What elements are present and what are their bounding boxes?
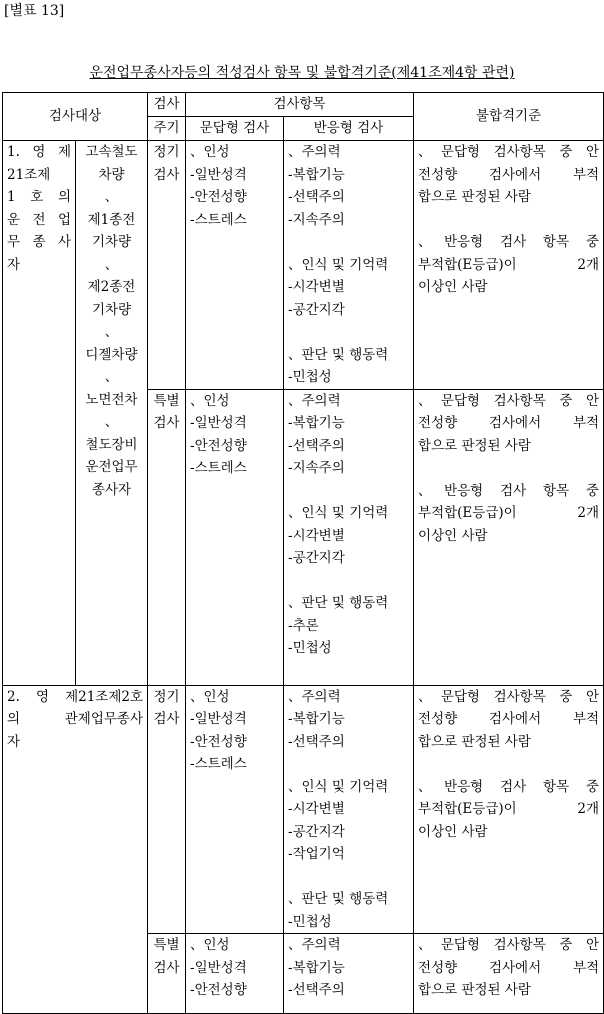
cell-line: -공간지각 [288,301,345,318]
cell-line [288,231,409,254]
cell-line [418,457,599,480]
cell-line: 、주의력 [288,937,341,953]
group1-special-reaction [284,389,414,685]
cell-line: -안전성향 [190,733,247,750]
cell-line: -공간지각 [288,823,345,840]
group1-regular-cycle [148,141,186,390]
cell-line: -지속주의 [288,211,345,228]
cell-line: 、판단 및 행동력 [288,346,389,363]
page-title: 운전업무종사자등의 적성검사 항목 및 불합격기준(제41조제4항 관련) [89,65,515,81]
cell-line: 자 [7,733,21,750]
cell-line: 1. 영 제 [7,144,71,160]
cell-line: 전성향 검사에서 부적 [418,959,600,976]
cell-line: 、인성 [190,392,230,409]
cell-line: -안전성향 [190,437,247,454]
group1-subtarget [76,141,148,686]
cell-line: 부적합(E등급)이 2개 [418,801,600,817]
cell-line: -스트레스 [190,460,247,476]
cell-line: 、반응형 검사 항목 중 [418,482,600,499]
cell-line: -안전성향 [190,982,247,998]
cell-line: 、문답형 검사항목 중 안 [418,392,600,409]
cell-line: -일반성격 [190,415,247,431]
cell-line: 、인식 및 기억력 [288,505,389,521]
cell-line: 의 관제업무종사 [7,711,144,727]
cell-line: -선택주의 [288,733,345,750]
cell-line: 검사 [153,711,180,727]
cell-line: -안전성향 [190,189,247,205]
group2-regular-cycle [148,685,186,934]
cell-line: -공간지각 [288,550,345,566]
cell-line: 、판단 및 행동력 [288,891,389,907]
cell-line: 、인식 및 기억력 [288,778,389,795]
group1-regular-criteria [414,141,604,390]
cell-line: 、인성 [190,688,230,705]
cell-line: 제1종전 [87,211,136,228]
cell-line: -스트레스 [190,211,247,228]
cell-line: 、문답형 검사항목 중 안 [418,688,600,705]
group1-regular-reaction [284,141,414,390]
cell-line: -선택주의 [288,982,345,998]
cell-line: 、인식 및 기억력 [288,256,389,273]
group1-special-qa [186,389,284,685]
cell-line: 、주의력 [288,392,341,409]
cell-line: 2. 영 제21조제2호 [7,688,144,705]
header-target: 검사대상 [3,93,148,141]
cell-line: 이상인 사람 [418,823,488,840]
header-qa: 문답형 검사 [186,117,284,141]
group2-special-qa [186,934,284,1014]
cell-line: 、문답형 검사항목 중 안 [418,937,600,953]
header-cycle-top: 검사 [148,93,186,117]
cell-line: 、반응형 검사 항목 중 [418,778,600,795]
cell-line: -시각변별 [288,527,345,544]
cell-line: 、 [104,414,119,430]
group2-special-cycle [148,934,186,1014]
cell-line: 、 [104,369,119,385]
header-criteria: 불합격기준 [414,93,604,141]
cell-line: 、인성 [190,144,230,160]
cell-line: 부적합(E등급)이 2개 [418,256,600,273]
cell-line: 、 [104,324,119,340]
cell-line: 자 [7,256,21,273]
cell-line: 노면전차 [85,391,138,408]
cell-line: 、반응형 검사 항목 중 [418,234,600,250]
header-items: 검사항목 [186,93,414,117]
cell-line [288,321,409,344]
aptitude-test-table [2,92,604,1014]
cell-line [418,209,599,232]
cell-line: 、인성 [190,937,230,953]
cell-line: 21조제 [7,166,51,183]
cell-line: 전성향 검사에서 부적 [418,166,600,183]
cell-line: 합으로 판정된 사람 [418,733,531,750]
group2-special-reaction [284,934,414,1014]
table-label: [별표 13] [4,3,65,19]
group2-regular-qa [186,685,284,934]
group2-special-criteria [414,934,604,1014]
group2-target [3,685,148,1014]
cell-line: 철도장비 [85,436,138,453]
cell-line: 정기 [153,144,180,160]
group1-special-cycle [148,389,186,685]
cell-line: -복합기능 [288,959,345,976]
cell-line: -복합기능 [288,711,345,727]
cell-line: 기차량 [91,234,132,250]
cell-line: -시각변별 [288,279,345,295]
cell-line: 、주의력 [288,144,341,160]
group2-regular-reaction [284,685,414,934]
cell-line: -민첩성 [288,913,332,930]
cell-line: 전성향 검사에서 부적 [418,415,600,431]
cell-line: -추론 [288,617,319,634]
cell-line: 합으로 판정된 사람 [418,982,531,998]
cell-line: 특별 [153,937,180,953]
cell-line: 운 전 업 [7,211,71,228]
cell-line: 부적합(E등급)이 2개 [418,505,600,521]
cell-line: 、 [104,189,119,205]
cell-line: 합으로 판정된 사람 [418,437,531,454]
cell-line: -일반성격 [190,959,247,976]
cell-line: 종사자 [91,481,132,498]
cell-line [418,753,599,776]
cell-line: 전성향 검사에서 부적 [418,711,600,727]
cell-line: -시각변별 [288,801,345,817]
cell-line: 디젤차량 [85,346,138,363]
cell-line: 특별 [153,392,180,409]
cell-line: 합으로 판정된 사람 [418,189,531,205]
cell-line: 、판단 및 행동력 [288,595,389,611]
cell-line: -일반성격 [190,711,247,727]
cell-line: -민첩성 [288,640,332,656]
cell-line [288,753,409,776]
cell-line: 이상인 사람 [418,279,488,295]
cell-line: -스트레스 [190,756,247,772]
cell-line: 、 [104,256,119,273]
cell-line: 고속철도 [85,144,138,160]
cell-line: -민첩성 [288,369,332,385]
cell-line: 1 호 의 [7,189,71,205]
cell-line: 무 종 사 [7,234,71,250]
cell-line: 검사 [153,415,180,431]
group1-regular-qa [186,141,284,390]
cell-line: -작업기억 [288,846,345,862]
cell-line: 、문답형 검사항목 중 안 [418,144,600,160]
header-reaction: 반응형 검사 [284,117,414,141]
cell-line: 기차량 [91,301,132,318]
cell-line: 차량 [98,166,125,183]
cell-line [288,866,409,889]
cell-line [288,480,409,503]
cell-line: -지속주의 [288,460,345,476]
cell-line: 운전업무 [85,459,138,475]
cell-line: 、주의력 [288,688,341,705]
cell-line: -선택주의 [288,437,345,454]
header-cycle-bottom: 주기 [148,117,186,141]
cell-line: -선택주의 [288,189,345,205]
cell-line: 제2종전 [87,279,136,295]
cell-line: 검사 [153,166,180,183]
group1-special-criteria [414,389,604,685]
cell-line: -복합기능 [288,415,345,431]
cell-line: 검사 [153,959,180,976]
cell-line [288,570,409,593]
group1-target [3,141,76,686]
group2-regular-criteria [414,685,604,934]
cell-line: -일반성격 [190,166,247,183]
cell-line: 정기 [153,688,180,705]
cell-line: -복합기능 [288,166,345,183]
cell-line: 이상인 사람 [418,527,488,544]
